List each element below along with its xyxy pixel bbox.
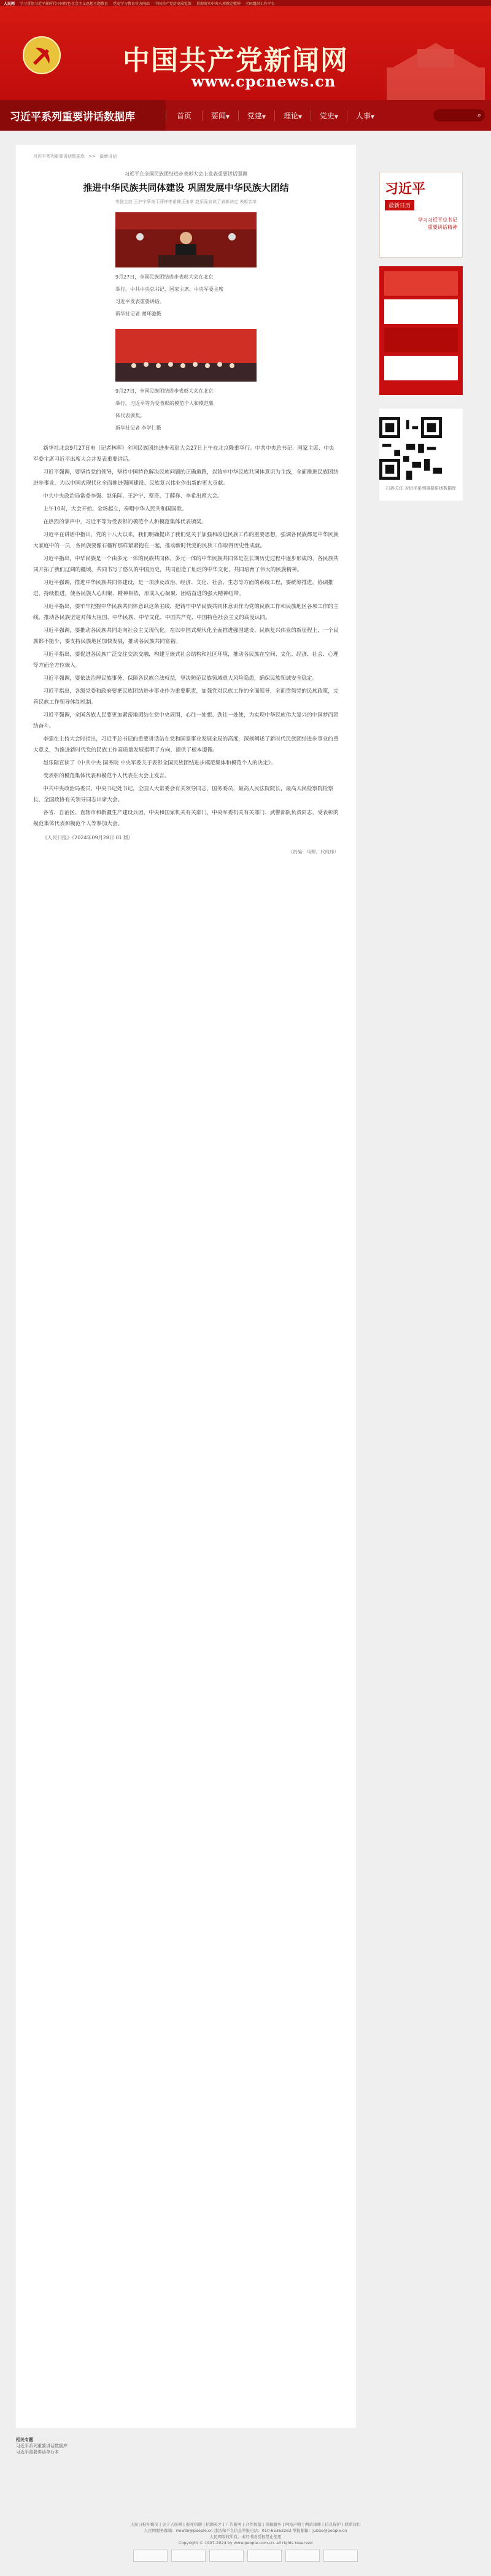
nav-items (166, 110, 427, 121)
article-photo-award (115, 329, 257, 382)
footer-badges (0, 2550, 491, 2562)
article-panel (16, 145, 356, 2428)
body-paragraph: 习近平强调，要依法治理民族事务，保障各民族合法权益，坚决防范民族领域重大风险隐患，确保民族领域安全稳定。 (43, 675, 318, 682)
caption-line: 体代表颁奖。 (115, 413, 145, 418)
red-panel (384, 328, 458, 352)
breadcrumb-link[interactable]: 习近平系列重要讲话数据库 (33, 154, 85, 159)
body-paragraph: 习近平强调，要推动各民族共同走向社会主义现代化。在以中国式现代化全面推进强国建设、民族复兴伟业的新征程上，一个民族都不能少，要支持民族地区加快发展，推动各民族共同富裕。 (33, 628, 339, 645)
related-link[interactable]: 习近平重要讲话单行本 (16, 2450, 59, 2455)
promo-line: 重要讲话精神 (428, 225, 457, 230)
promo-text (385, 217, 457, 231)
chevron-down-icon: ▼ (370, 113, 375, 120)
related-heading: 相关专题 (16, 2437, 33, 2442)
footer-copyright: 人民网版权所有，未经书面授权禁止使用 (209, 2534, 282, 2539)
footer-links[interactable]: 人民日报社概况 | 关于人民网 | 报社招聘 | 招聘英才 | 广告服务 | 合作加盟 | 供稿服务 | 网站声明 | 网站律师 | 信息保护 | 联系我们 (130, 2522, 361, 2527)
related-links (16, 2437, 68, 2455)
caption-line: 新华社记者 谢环驰摄 (115, 311, 161, 317)
body-paragraph: 赵乐际宣读了《中共中央 国务院 中央军委关于表彰全国民族团结进步模范集体和模范个人的决定》。 (43, 760, 276, 766)
chevron-down-icon: ▼ (298, 113, 303, 120)
qr-code-icon[interactable] (379, 417, 442, 480)
body-paragraph: 新华社北京9月27日电（记者林晖）全国民族团结进步表彰大会27日上午在北京隆重举行。中共中央总书记、国家主席、中央军委主席习近平出席大会并发表重要讲话。 (33, 445, 334, 463)
tiananmen-decoration-icon (381, 25, 491, 100)
article-subtitle: 李强主持 王沪宁蔡奇丁薛祥李希韩正出席 赵乐际宣读了表彰决定 表彰名单 (115, 199, 257, 204)
promo-line: 学习习近平总书记 (418, 217, 457, 223)
body-paragraph: 李强在主持大会时指出，习近平总书记的重要讲话站在党和国家事业发展全局的高度，深刻阐述了新时代民族团结进步事业的重大意义，为推进新时代党的民族工作高质量发展指明了方向，提供了根本遵循。 (33, 736, 339, 753)
photo-caption (115, 271, 257, 320)
body-paragraph: 中共中央政治局委员、中央书记处书记，全国人大常委会有关领导同志，国务委员，最高人民法院院长，最高人民检察院检察长，全国政协有关领导同志出席大会。 (33, 786, 333, 803)
breadcrumb-link[interactable]: 最新讲话 (99, 154, 117, 159)
promo-subtitle: 最新日历 (385, 200, 414, 210)
caption-line: 新华社记者 李学仁摄 (115, 425, 161, 431)
chevron-down-icon: ▼ (334, 113, 339, 120)
search-button[interactable] (433, 109, 485, 121)
body-paragraph: 习近平强调，要坚持党的领导，坚持中国特色解决民族问题的正确道路，以铸牢中华民族共同体意识为主线，全面推进民族团结进步事业，为以中国式现代化全面推进强国建设、民族复兴伟业作出新的更大贡献。 (33, 469, 339, 486)
site-url: www.cpcnews.cn (191, 72, 336, 90)
nav-item-personnel[interactable] (347, 110, 383, 121)
nav-label: 党建 (247, 111, 262, 120)
site-banner (0, 6, 491, 100)
sidebar (367, 172, 475, 501)
breadcrumb (33, 153, 339, 160)
nav-label: 人事 (355, 111, 371, 120)
caption-line: 举行。中共中央总书记、国家主席、中央军委主席 (115, 286, 223, 292)
article-title: 推进中华民族共同体建设 巩固发展中华民族大团结 (83, 182, 289, 193)
speech-photo-image (115, 212, 257, 267)
badge-icon[interactable] (171, 2550, 206, 2562)
top-link[interactable]: 全国组织工作平台 (245, 1, 275, 6)
people-logo[interactable]: 人民网 (4, 1, 15, 6)
sidebar-qr-block (379, 409, 463, 501)
top-link[interactable]: 学习贯彻习近平新时代中国特色社会主义思想主题教育 (20, 1, 109, 6)
party-emblem-icon (22, 36, 61, 75)
breadcrumb-separator: >> (88, 154, 96, 159)
caption-line: 举行。习近平等为受表彰的模范个人和模范集 (115, 401, 214, 406)
top-link[interactable]: 中国共产党历史展览馆 (154, 1, 191, 6)
body-paragraph: 习近平指出，要牢牢把握中华民族共同体意识这条主线，把铸牢中华民族共同体意识作为党的民族工作和民族地区各项工作的主线，推动各民族坚定对伟大祖国、中华民族、中华文化、中国共产党、中国特色社会主义的高度认同。 (33, 604, 339, 621)
body-paragraph: 习近平指出，各级党委和政府要把民族团结进步事业作为重要职责，加强党对民族工作的全面领导，全面贯彻党的民族政策，完善民族工作领导体制机制。 (33, 688, 339, 706)
promo-title: 习近平 (385, 181, 426, 197)
nav-item-news[interactable] (202, 110, 238, 121)
badge-icon[interactable] (247, 2550, 282, 2562)
article-editor: （责编：马婷、代纯玮） (288, 849, 339, 855)
qr-caption: 扫码关注 习近平系列重要讲话数据库 (385, 486, 457, 491)
sidebar-red-block[interactable] (379, 266, 463, 395)
white-panel (384, 356, 458, 380)
footer-copyright-en: Copyright © 1997-2024 by www.people.com.cn. all rights reserved (178, 2540, 313, 2545)
body-paragraph: 习近平强调，推进中华民族共同体建设，是一项涉及政治、经济、文化、社会、生态等方面的系统工程，要统筹推进，协调推进，持续推进，使各民族人心归聚、精神相依，形成人心凝聚、团结奋进的强大精神纽带。 (33, 580, 333, 597)
nav-label: 理论 (283, 111, 298, 120)
body-paragraph: 习近平在讲话中指出，党的十八大以来，我们明确提出了我们党关于加强和改进民族工作的重要思想，强调各民族都是中华民族大家庭中的一员，各民族要像石榴籽那样紧紧抱在一起，推动新时代党的民族工作取得历史性成就。 (33, 532, 339, 549)
nav-item-theory[interactable] (274, 110, 311, 121)
red-banner-image (384, 271, 458, 296)
nav-item-party-building[interactable] (238, 110, 274, 121)
badge-icon[interactable] (323, 2550, 358, 2562)
caption-line: 9月27日，全国民族团结进步表彰大会在北京 (115, 274, 214, 280)
chevron-down-icon: ▼ (261, 113, 266, 120)
nav-item-home[interactable]: 首页 (166, 110, 202, 121)
sidebar-promo-card[interactable] (379, 172, 463, 258)
top-link[interactable]: 贯彻落实中央八项规定精神 (196, 1, 241, 6)
nav-item-history[interactable] (311, 110, 347, 121)
badge-icon[interactable] (133, 2550, 168, 2562)
article-source: 《人民日报》（2024年09月28日 01 版） (42, 835, 134, 840)
body-paragraph: 在热烈的掌声中，习近平等为受表彰的模范个人和模范集体代表颁奖。 (43, 519, 207, 525)
search-icon: ⌕ (477, 111, 481, 119)
footer-contact: 人民网服务邮箱：rmwsb@people.cn 违法和不良信息举报电话：010-65363263 举报邮箱：jubao@people.cn (144, 2528, 347, 2533)
nav-label: 党史 (319, 111, 334, 120)
related-link[interactable]: 习近平系列重要讲话数据库 (16, 2443, 68, 2448)
badge-icon[interactable] (285, 2550, 320, 2562)
article-photo-speech (115, 212, 257, 267)
caption-line: 习近平发表重要讲话。 (115, 299, 164, 304)
body-paragraph: 习近平强调，全国各族人民要更加紧密地团结在党中央周围，心往一处想、劲往一处使，为实现中华民族伟大复兴的中国梦而团结奋斗。 (33, 712, 339, 729)
body-paragraph: 中共中央政治局常委李强、赵乐际、王沪宁、蔡奇、丁薛祥、李希出席大会。 (43, 493, 223, 499)
database-title[interactable]: 习近平系列重要讲话数据库 (0, 100, 166, 131)
site-title: 中国共产党新闻网 (123, 45, 349, 76)
body-paragraph: 受表彰的模范集体代表和模范个人代表在大会上发言。 (43, 773, 170, 779)
article-kicker: 习近平在全国民族团结进步表彰大会上发表重要讲话强调 (125, 171, 247, 177)
photo-caption (115, 385, 257, 434)
award-photo-image (115, 329, 257, 382)
top-links (20, 1, 279, 6)
chevron-down-icon: ▼ (225, 113, 230, 120)
article-body (33, 443, 339, 829)
site-footer (0, 2521, 491, 2576)
main-nav (0, 100, 491, 131)
nav-label: 要闻 (211, 111, 226, 120)
body-paragraph: 各省、自治区、直辖市和新疆生产建设兵团，中央和国家机关有关部门，中央军委机关有关部门、武警部队负责同志，受表彰的模范集体代表和模范个人等参加大会。 (33, 810, 339, 827)
badge-icon[interactable] (209, 2550, 244, 2562)
body-paragraph: 上午10时，大会开始。全场起立，奏唱中华人民共和国国歌。 (43, 506, 187, 512)
body-paragraph: 习近平指出，要促进各民族广泛交往交流交融，构建互嵌式社会结构和社区环境，推动各民族在空间、文化、经济、社会、心理等方面全方位嵌入。 (33, 652, 339, 669)
top-link[interactable]: 党史学习教育官方网站 (112, 1, 150, 6)
top-bar (0, 0, 491, 6)
white-panel (384, 299, 458, 324)
body-paragraph: 习近平指出，中华民族是一个由多元一体的民族共同体，多元一体的中华民族共同体是在长期历史过程中逐步形成的，各民族共同开拓了我们辽阔的疆域，共同书写了悠久的中国历史，共同创造了灿烂的中华文化，共同培育了伟大的民族精神。 (33, 556, 339, 573)
caption-line: 9月27日，全国民族团结进步表彰大会在北京 (115, 388, 214, 394)
